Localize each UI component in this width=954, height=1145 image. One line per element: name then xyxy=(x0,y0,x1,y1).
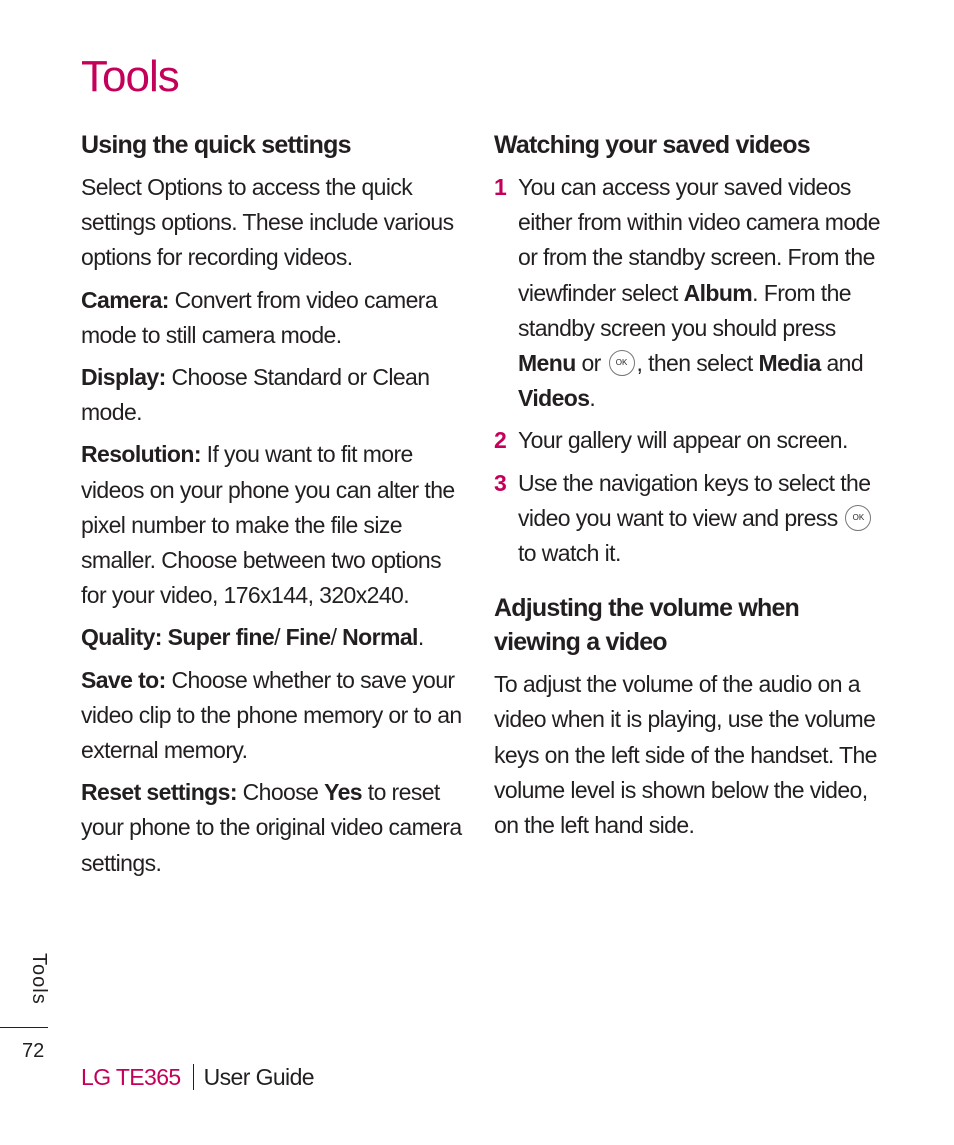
footer-model: LG TE365 xyxy=(81,1064,181,1090)
save-to-text: Choose whether to save your video clip to the phone memory or to an external memory. xyxy=(81,666,462,764)
resolution-text: If you want to fit more videos on your phone you can alter the pixel number to make the file size smaller. Choose between two options for your video, 176x144, 320x240. xyxy=(81,441,455,609)
ok-key-icon: OK xyxy=(845,505,871,531)
camera-setting xyxy=(81,283,469,353)
step-number: 1 xyxy=(494,174,507,200)
quality-fine: Fine xyxy=(285,624,331,651)
album-label: Album xyxy=(683,279,753,306)
step-text: Use the navigation keys to select the video you want to view and press xyxy=(518,469,871,531)
reset-text-2: to reset your phone to the original video camera settings. xyxy=(81,779,462,876)
quality-sep-1: / xyxy=(274,624,286,651)
side-divider xyxy=(0,1027,48,1028)
resolution-setting xyxy=(81,437,469,613)
menu-label: Menu xyxy=(518,350,576,377)
step-number: 3 xyxy=(494,469,507,496)
camera-label: Camera: xyxy=(81,286,169,313)
display-setting xyxy=(81,360,469,430)
reset-yes: Yes xyxy=(324,779,362,806)
left-column xyxy=(81,128,469,888)
display-label: Display: xyxy=(81,364,166,391)
page-title: Tools xyxy=(81,52,179,101)
reset-label: Reset settings: xyxy=(81,779,237,806)
reset-setting xyxy=(81,775,469,881)
step-3 xyxy=(494,466,886,572)
quick-settings-intro: Select Options to access the quick settings options. These include various options for recording videos. xyxy=(81,174,454,271)
save-to-label: Save to: xyxy=(81,666,166,693)
right-column xyxy=(494,128,886,850)
page-number: 72 xyxy=(22,1040,45,1062)
quality-sep-2: / xyxy=(330,624,343,651)
saved-videos-heading: Watching your saved videos xyxy=(494,131,810,159)
ok-key-icon: OK xyxy=(609,350,635,376)
step-text: , then select xyxy=(636,350,759,377)
reset-text-1: Choose xyxy=(236,779,325,806)
quick-settings-heading: Using the quick settings xyxy=(81,131,351,159)
save-to-setting xyxy=(81,663,469,769)
step-text: or xyxy=(575,350,607,377)
videos-label: Videos xyxy=(518,385,590,412)
quality-label: Quality: Super fine xyxy=(81,624,275,651)
side-section-label: Tools xyxy=(28,953,50,1005)
quality-normal: Normal xyxy=(342,624,418,651)
quality-setting xyxy=(81,620,469,655)
footer-divider xyxy=(193,1064,194,1090)
step-text: . xyxy=(589,385,596,412)
footer xyxy=(81,1064,314,1091)
footer-guide: User Guide xyxy=(203,1064,314,1090)
step-1 xyxy=(494,170,886,416)
quality-end: . xyxy=(417,624,424,651)
step-text: to watch it. xyxy=(518,540,621,567)
media-label: Media xyxy=(758,350,821,377)
step-text: and xyxy=(820,350,864,377)
step-text: You can access your saved videos either from within video camera mode or from the standby screen. From the viewfinder select xyxy=(518,174,880,306)
camera-text: Convert from video camera mode to still camera mode. xyxy=(81,286,438,348)
display-text: Choose Standard or Clean mode. xyxy=(81,364,430,426)
step-2 xyxy=(494,423,886,458)
volume-text: To adjust the volume of the audio on a video when it is playing, use the volume keys on the left side of the handset. The volume level is shown below the video, on the left hand side. xyxy=(494,671,877,839)
resolution-label: Resolution: xyxy=(81,441,201,468)
step-text: . From the standby screen you should press xyxy=(518,279,851,341)
step-number: 2 xyxy=(494,427,507,454)
steps-list xyxy=(494,170,886,571)
volume-heading: Adjusting the volume when viewing a video xyxy=(494,594,800,657)
step-text: Your gallery will appear on screen. xyxy=(518,427,848,454)
